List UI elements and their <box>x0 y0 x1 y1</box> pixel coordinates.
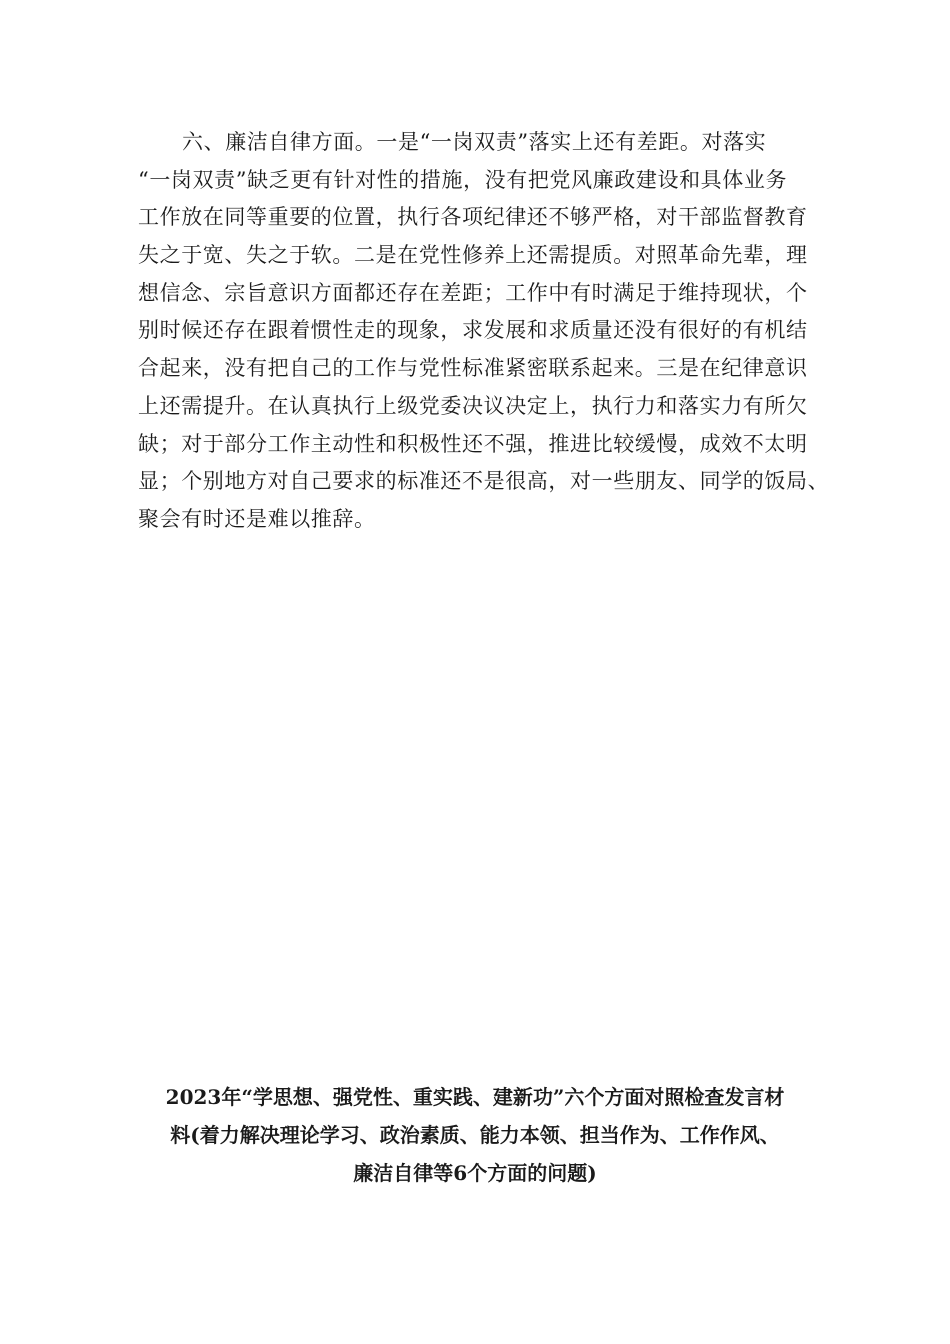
paragraph-line: 上还需提升。在认真执行上级党委决议决定上，执行力和落实力有所欠 <box>138 393 808 418</box>
paragraph-line: 六、廉洁自律方面。一是“一岗双责”落实上还有差距。对落实 <box>182 130 767 154</box>
paragraph-line: 聚会有时还是难以推辞。 <box>138 506 376 531</box>
paragraph-line: 显；个别地方对自己要求的标准还不是很高，对一些朋友、同学的饭局、 <box>138 469 830 494</box>
paragraph-line: 工作放在同等重要的位置，执行各项纪律还不够严格，对干部监督教育 <box>138 205 808 230</box>
title-line: 廉洁自律等6个方面的问题) <box>353 1161 597 1185</box>
document-title <box>110 1078 840 1192</box>
title-line: 料(着力解决理论学习、政治素质、能力本领、担当作为、工作作风、 <box>170 1123 780 1147</box>
paragraph-line: 缺；对于部分工作主动性和积极性还不强，推进比较缓慢，成效不太明 <box>138 431 808 456</box>
paragraph-line: 别时候还存在跟着惯性走的现象，求发展和求质量还没有很好的有机结 <box>138 318 808 343</box>
paragraph-line: 失之于宽、失之于软。二是在党性修养上还需提质。对照革命先辈，理 <box>138 243 808 268</box>
body-paragraph <box>138 124 838 539</box>
paragraph-line: “一岗双责”缺乏更有针对性的措施，没有把党风廉政建设和具体业务 <box>138 167 788 192</box>
title-line: 2023年“学思想、强党性、重实践、建新功”六个方面对照检查发言材 <box>165 1085 785 1109</box>
paragraph-line: 想信念、宗旨意识方面都还存在差距；工作中有时满足于维持现状，个 <box>138 280 808 305</box>
paragraph-line: 合起来，没有把自己的工作与党性标准紧密联系起来。三是在纪律意识 <box>138 356 808 381</box>
